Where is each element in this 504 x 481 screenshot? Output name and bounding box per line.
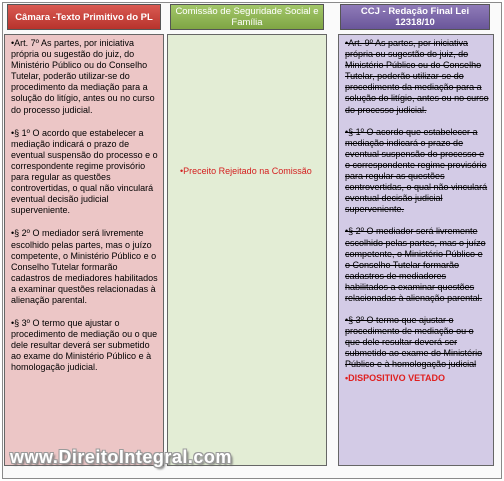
camara-paragraph-art7: •Art. 7º As partes, por iniciativa própria ou sugestão do juiz, do Ministério Público ou do Conselho Tutelar, poderão utilizar-se do procedimento da mediação para a solução do litígio, antes ou no curso do processo judicial. xyxy=(11,38,155,115)
ccj-vetado-label: •DISPOSITIVO VETADO xyxy=(345,372,445,383)
camara-column-header xyxy=(7,4,161,30)
comissao-column-body xyxy=(167,34,327,466)
camara-paragraph-1: •§ 1º O acordo que estabelecer a mediação indicará o prazo de eventual suspensão do processo e o correspondente regime provisório para regular as questões controvertidas, o qual não vinculará eventual decisão judicial superveniente. xyxy=(11,127,158,216)
ccj-column-body xyxy=(338,34,494,466)
site-watermark: www.DireitoIntegral.com xyxy=(10,447,232,467)
comissao-rejected-note: •Preceito Rejeitado na Comissão xyxy=(180,166,312,176)
camara-column-body xyxy=(4,34,164,466)
ccj-paragraph-1: •§ 1º O acordo que estabelecer a mediação indicará o prazo de eventual suspensão do processo e o correspondente regime provisório para regular as questões controvertidas, o qual não vinculará eventual decisão judicial superveniente. xyxy=(345,126,488,215)
ccj-column-header xyxy=(340,4,490,30)
comissao-column-title: Comissão de Seguridade Social e Família xyxy=(175,6,319,28)
camara-paragraph-3: •§ 3º O termo que ajustar o procedimento de mediação ou o que dele resultar deverá ser submetido ao exame do Ministério Público e à homologação judicial. xyxy=(11,318,158,373)
comissao-column-header xyxy=(170,4,324,30)
ccj-paragraph-2: •§ 2º O mediador será livremente escolhido pelas partes, mas o juízo competente, o Ministério Público e o Conselho Tutelar formarão cadastros de mediadores habilitados a examinar questões relacionadas à alienação parental. xyxy=(345,226,486,303)
ccj-column-title: CCJ - Redação Final Lei 12318/10 xyxy=(360,6,470,28)
ccj-paragraph-3: •§ 3º O termo que ajustar o procedimento de mediação ou o que dele resultar deverá ser submetido ao exame do Ministério Público e à homologação judicial xyxy=(345,315,483,370)
camara-paragraph-2: •§ 2º O mediador será livremente escolhido pelas partes, mas o juízo competente, o Ministério Público e o Conselho Tutelar formarão cadastros de mediadores habilitados a examinar questões relacionadas à alienação parental. xyxy=(11,228,158,305)
ccj-paragraph-art9: •Art. 9º As partes, por iniciativa própria ou sugestão do juiz, do Ministério Público ou do Conselho Tutelar, poderão utilizar-se do procedimento da mediação para a solução do litígio, antes ou no curso do processo judicial. xyxy=(345,38,489,115)
camara-column-title: Câmara -Texto Primitivo do PL xyxy=(15,11,153,23)
